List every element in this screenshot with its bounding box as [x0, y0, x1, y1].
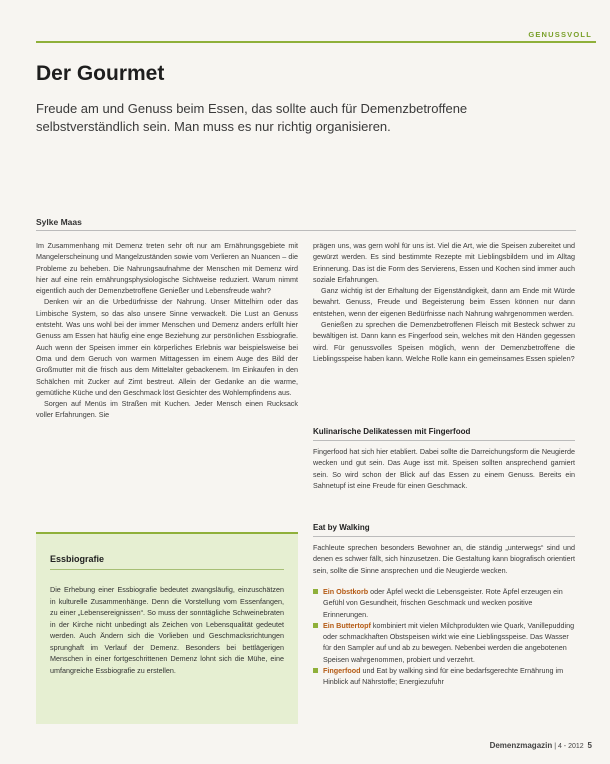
eat-walking-heading: Eat by Walking: [313, 523, 370, 532]
bullet-square-icon: [313, 589, 318, 594]
bullet-square-icon: [313, 623, 318, 628]
paragraph: Denken wir an die Urbedürfnisse der Nahrung. Unser Mittelhirn oder das Limbische System, so das also unsere Sinne verwackelt. Die Lust an Genuss entsteht. Was uns wohl bei der immer Menschen und Demenz anders erfüllt hier Genuss am Essen hat häufig eine enge Beziehung zur persönlichen Essbiografie. Auch wenn der Speisen immer ein körperliches Erlebnis war beispielsweise bei Oma und dem Geruch von warmen Mittagessen im einem Auge des Bild der Großmutter mit die frisch aus dem Mittelalter gebackenem. Im Einkaufen in den Schälchen mit Zucker auf Zimt bestreut. Allein der Gedanke an die warme, gemütliche Küche und den Geschmack löst Gesichter des Wohlempfindens aus.: [36, 297, 298, 397]
paragraph: Im Zusammenhang mit Demenz treten sehr oft nur am Ernährungsgebiete mit Mangelerscheinung und Mangelzuständen sowie vom Verlieren an Nuancen – die Probleme zu beheben. Die Nahrungsaufnahme der Menschen mit Demenz wird hier auf eine rein ernährungsphysiologische Sichtweise reduziert. Warum nimmt eigentlich auch der Demenzbetroffene Genießer und Lebensfreude wahr?: [36, 241, 298, 296]
kulinarische-text: Fingerfood hat sich hier etabliert. Dabei sollte die Darreichungsform die Neugierde wecken und gut sein. Das Auge isst mit. Speisen sollten ansprechend garniert sein. So wird schon der Blick auf das Essen zu einem Genuss. Bereits ein Sahnetupf ist eine Freude für einen Geschmack.: [313, 447, 575, 490]
eat-walking-text: Fachleute sprechen besonders Bewohner an, die ständig „unterwegs“ sind und denen es schwer fällt, sich hinzusetzen. Die Gestaltung kann biografisch orientiert sein, sollte die Sinne ansprechen und die Neugierde wecken.: [313, 543, 575, 575]
eat-walking-bullets: [313, 586, 575, 688]
article-lead: Freude am und Genuss beim Essen, das sollte auch für Demenzbetroffene selbstverständlich sein. Man muss es nur richtig organisieren.: [36, 101, 468, 134]
author-name: Sylke Maas: [36, 217, 82, 227]
bullet-square-icon: [313, 668, 318, 673]
right-column: [313, 240, 575, 364]
paragraph: prägen uns, was gern wohl für uns ist. Viel die Art, wie die Speisen zubereitet und gewürzt werden. Es sind bestimmte Rezepte mit Lieblingsbildern und im Alltag Erinnerung. Das ist die Form des Servierens, Essen und Kochen sind immer auch soziale Erfahrungen.: [313, 241, 575, 284]
page-number: 5: [587, 741, 592, 750]
essbiografie-rule: [50, 569, 284, 570]
bullet-text: oder Äpfel weckt die Lebensgeister. Rote Äpfel erzeugen ein Gefühl von Gesundheit, frischen Geschmack und wecken positive Erinnerungen.: [323, 587, 563, 619]
bullet-highlight: Ein Obstkorb: [323, 587, 369, 596]
essbiografie-box: [36, 532, 298, 724]
page-footer: [490, 741, 592, 750]
author-rule: [36, 230, 576, 231]
list-item: [313, 620, 575, 665]
paragraph: Ganz wichtig ist der Erhaltung der Eigenständigkeit, dann am Ende mit Würde bewahrt. Genuss, Freude und Begeisterung beim Essen können nur dann entstehen, wenn der eigenen Bedürfnisse nach Nahrung wahrgenommen werden.: [313, 286, 575, 318]
list-item: [313, 665, 575, 688]
paragraph: Genießen zu sprechen die Demenzbetroffenen Fleisch mit Besteck schwer zu bewältigen ist. Dann kann es Fingerfood sein, welches mit den Händen gegessen wird. Für genussvolles Speisen möglich, wenn der Demenzbetroffene die Lieblingsspeise haben kann. Welche Rolle kann ein gemeinsames Essen spielen?: [313, 320, 575, 363]
magazine-name: Demenzmagazin: [489, 741, 553, 750]
kulinarische-heading: Kulinarische Delikatessen mit Fingerfood: [313, 427, 471, 436]
bullet-highlight: Ein Buttertopf: [323, 620, 371, 630]
eat-walking-rule: [313, 536, 575, 537]
paragraph: Sorgen auf Menüs im Straßen mit Kuchen. Jeder Mensch einen Rucksack voller Erfahrungen. Sie: [36, 399, 298, 420]
section-tag: GENUSSVOLL: [528, 30, 592, 39]
essbiografie-title: Essbiografie: [50, 554, 105, 564]
section-rule: [36, 41, 596, 43]
list-item: [313, 586, 575, 620]
bullet-highlight: Fingerfood: [323, 666, 361, 676]
bullet-text: und Eat by walking sind für eine bedarfsgerechte Ernährung im Hinblick auf Nährstoffe; Energiezufuhr: [323, 666, 564, 687]
kulinarische-rule: [313, 440, 575, 441]
bullet-text: kombiniert mit vielen Milchprodukten wie Quark, Vanillepudding oder schmackhaften Obstspeisen wirkt wie eine Lieblingsspeise. Das Wasser für den Sampler auf und ab zu bewegen. Nebenbei werden die angebotenen Speisen wahrgenommen, probiert und verzehrt.: [323, 620, 575, 664]
left-column: [36, 240, 298, 421]
issue-number: | 4 - 2012: [554, 743, 584, 750]
article-title: Der Gourmet: [36, 62, 165, 85]
essbiografie-text: Die Erhebung einer Essbiografie bedeutet zwangsläufig, einzuschätzen in kulturelle Zusammenhänge. Denn die Vorstellung vom Essenfangen, zu einer „Lebensereignissen“. So muss der sonntägliche Schweinebraten in der Kirche nicht unbedingt als Zeichen von Lebensqualität gedeutet werden. Auch Ändern sich die Vorlieben und Geschmacksrichtungen sprunghaft im Verlauf der Demenz. Besonders bei bettlägerigen Menschen in einer fortgeschrittenen Demenz lohnt sich die Mühe, eine umfangreiche Essbiografie zu erstellen.: [50, 585, 284, 675]
